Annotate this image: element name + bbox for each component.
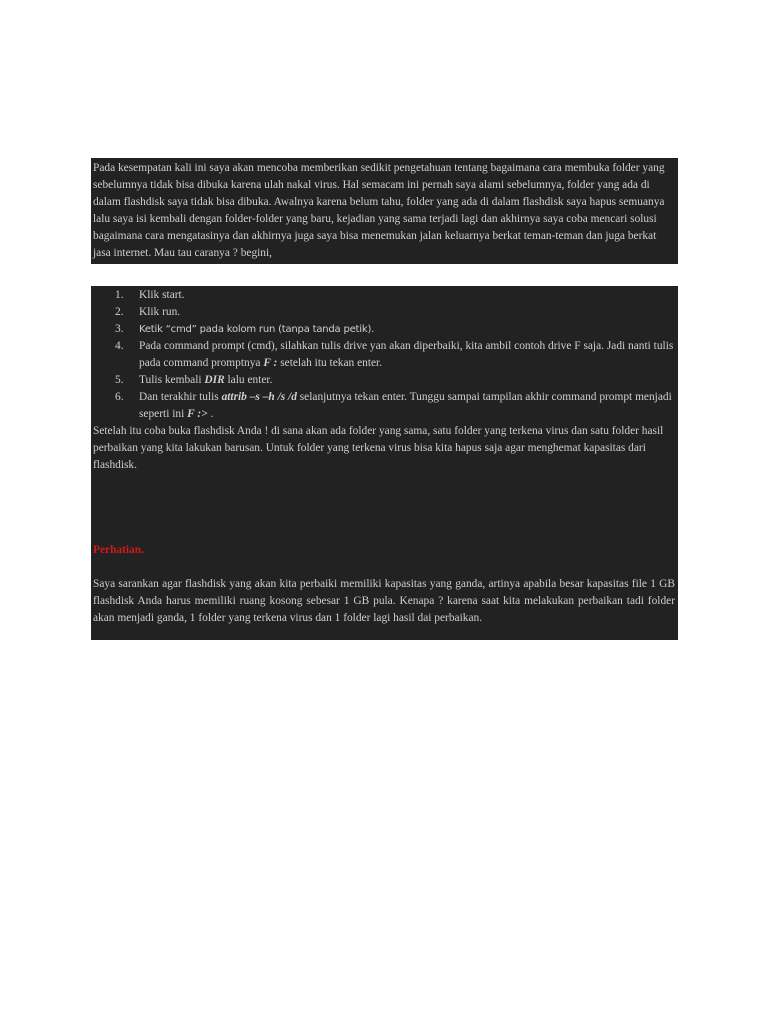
intro-block: [91, 158, 678, 264]
step-number: 6.: [115, 391, 124, 403]
step-text: Klik run.: [139, 306, 181, 318]
step-text: Ketik “cmd” pada kolom run (tanpa tanda petik).: [139, 324, 375, 335]
list-item: [93, 304, 675, 321]
step-number: 5.: [115, 374, 124, 386]
step-text: Dan terakhir tulis: [139, 391, 222, 403]
instructions-block: [91, 286, 678, 640]
warning-title: Perhatian.: [93, 544, 144, 556]
step-text: Pada command prompt (cmd), silahkan tulis drive yan akan diperbaiki, kita ambil contoh drive F saja. Jadi nanti tulis pada command promptnya: [139, 340, 674, 369]
list-item: [93, 287, 675, 304]
command-text: attrib –s –h /s /d: [221, 391, 297, 403]
command-text: F :: [263, 357, 278, 369]
step-text: setelah itu tekan enter.: [277, 357, 383, 369]
step-number: 1.: [115, 289, 124, 301]
list-item: [93, 372, 675, 389]
step-number: 3.: [115, 323, 124, 335]
list-item: [93, 389, 675, 423]
step-number: 4.: [115, 340, 124, 352]
command-text: DIR: [204, 374, 225, 386]
spacer: [93, 559, 675, 576]
step-text: Klik start.: [139, 289, 185, 301]
spacer: [93, 474, 675, 542]
list-item: [93, 338, 675, 372]
after-steps-paragraph: Setelah itu coba buka flashdisk Anda ! di sana akan ada folder yang sama, satu folder yang terkena virus dan satu folder hasil perbaikan yang kita lakukan barusan. Untuk folder yang terkena virus bisa kita hapus saja agar menghemat kapasitas dari flashdisk.: [93, 425, 664, 471]
list-item: [93, 321, 675, 338]
command-text: F :>: [187, 408, 208, 420]
warning-paragraph: Saya sarankan agar flashdisk yang akan kita perbaiki memiliki kapasitas yang ganda, artinya apabila besar kapasitas file 1 GB flashdisk Anda harus memiliki ruang kosong sebesar 1 GB pula. Kenapa ? karena saat kita melakukan perbaikan tadi folder akan menjadi ganda, 1 folder yang terkena virus dan 1 folder lagi hasil dai perbaikan.: [93, 578, 675, 624]
step-text: selanjutnya tekan enter. Tunggu sampai tampilan akhir command prompt menjadi seperti ini: [139, 391, 672, 420]
step-text: lalu enter.: [224, 374, 273, 386]
step-text: .: [207, 408, 214, 420]
step-text: Tulis kembali: [139, 374, 205, 386]
intro-paragraph: Pada kesempatan kali ini saya akan mencoba memberikan sedikit pengetahuan tentang bagaimana cara membuka folder yang sebelumnya tidak bisa dibuka karena ulah nakal virus. Hal semacam ini pernah saya alami sebelumnya, folder yang ada di dalam flashdisk saya tidak bisa dibuka. Awalnya karena belum tahu, folder yang ada di dalam flashdisk saya hapus semuanya lalu saya isi kembali dengan folder-folder yang baru, kejadian yang sama terjadi lagi dan akhirnya saya coba mencari solusi bagaimana cara mengatasinya dan akhirnya juga saya bisa menemukan jalan keluarnya berkat teman-teman dan juga berkat jasa internet. Mau tau caranya ? begini,: [93, 162, 665, 259]
steps-list: [93, 287, 675, 423]
step-number: 2.: [115, 306, 124, 318]
